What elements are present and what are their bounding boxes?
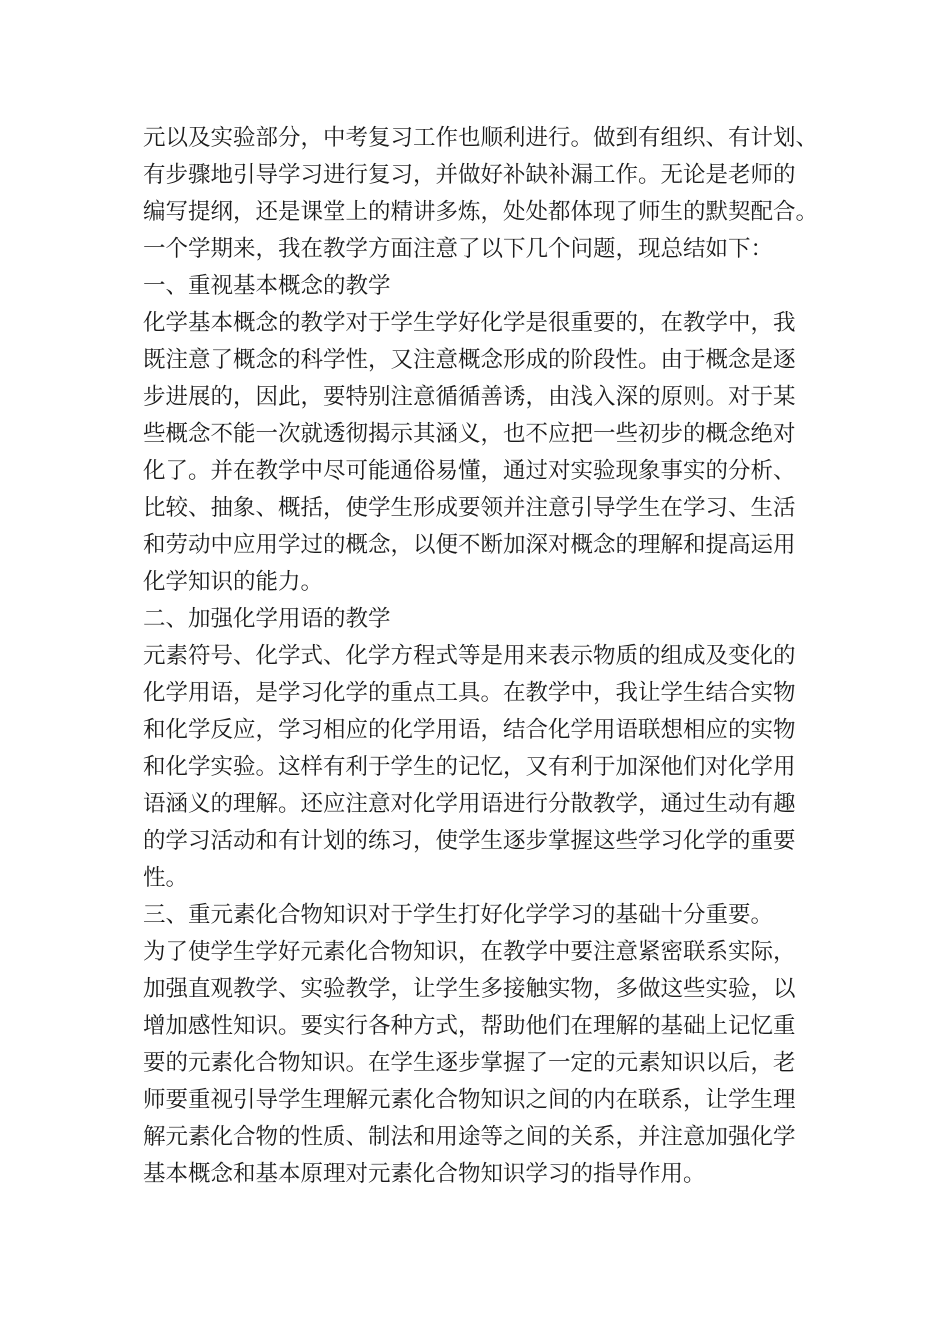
document-body [143, 120, 819, 1193]
text-line: 性。 [143, 865, 189, 891]
text-line: 步进展的，因此，要特别注意循循善诱，由浅入深的原则。对于某 [143, 384, 796, 410]
text-line: 语涵义的理解。还应注意对化学用语进行分散教学，通过生动有趣 [143, 791, 796, 817]
text-line: 和劳动中应用学过的概念，以便不断加深对概念的理解和提高运用 [143, 532, 796, 558]
text-line: 化了。并在教学中尽可能通俗易懂，通过对实验现象事实的分析、 [143, 458, 796, 484]
text-line: 为了使学生学好元素化合物知识，在教学中要注意紧密联系实际， [143, 939, 796, 965]
text-line: 基本概念和基本原理对元素化合物知识学习的指导作用。 [143, 1161, 706, 1187]
text-line: 和化学实验。这样有利于学生的记忆，又有利于加深他们对化学用 [143, 754, 796, 780]
section-heading-2: 二、加强化学用语的教学 [143, 606, 391, 632]
text-line: 师要重视引导学生理解元素化合物知识之间的内在联系，让学生理 [143, 1087, 796, 1113]
section-heading-1: 一、重视基本概念的教学 [143, 273, 391, 299]
text-line: 化学知识的能力。 [143, 569, 324, 595]
text-line: 编写提纲，还是课堂上的精讲多炼，处处都体现了师生的默契配合。 [143, 199, 819, 225]
text-line: 比较、抽象、概括，使学生形成要领并注意引导学生在学习、生活 [143, 495, 796, 521]
text-line: 和化学反应，学习相应的化学用语，结合化学用语联想相应的实物 [143, 717, 796, 743]
text-line: 加强直观教学、实验教学，让学生多接触实物，多做这些实验，以 [143, 976, 796, 1002]
text-line: 一个学期来，我在教学方面注意了以下几个问题，现总结如下： [143, 236, 774, 262]
section-heading-3: 三、重元素化合物知识对于学生打好化学学习的基础十分重要。 [143, 902, 774, 928]
text-line: 元以及实验部分，中考复习工作也顺利进行。做到有组织、有计划、 [143, 125, 819, 151]
text-line: 元素符号、化学式、化学方程式等是用来表示物质的组成及变化的 [143, 643, 796, 669]
text-line: 的学习活动和有计划的练习，使学生逐步掌握这些学习化学的重要 [143, 828, 796, 854]
text-line: 增加感性知识。要实行各种方式，帮助他们在理解的基础上记忆重 [143, 1013, 796, 1039]
text-line: 化学基本概念的教学对于学生学好化学是很重要的，在教学中，我 [143, 310, 796, 336]
text-line: 有步骤地引导学习进行复习，并做好补缺补漏工作。无论是老师的 [143, 162, 796, 188]
text-line: 解元素化合物的性质、制法和用途等之间的关系，并注意加强化学 [143, 1124, 796, 1150]
text-line: 化学用语，是学习化学的重点工具。在教学中，我让学生结合实物 [143, 680, 796, 706]
text-line: 既注意了概念的科学性，又注意概念形成的阶段性。由于概念是逐 [143, 347, 796, 373]
text-line: 要的元素化合物知识。在学生逐步掌握了一定的元素知识以后，老 [143, 1050, 796, 1076]
text-line: 些概念不能一次就透彻揭示其涵义，也不应把一些初步的概念绝对 [143, 421, 796, 447]
